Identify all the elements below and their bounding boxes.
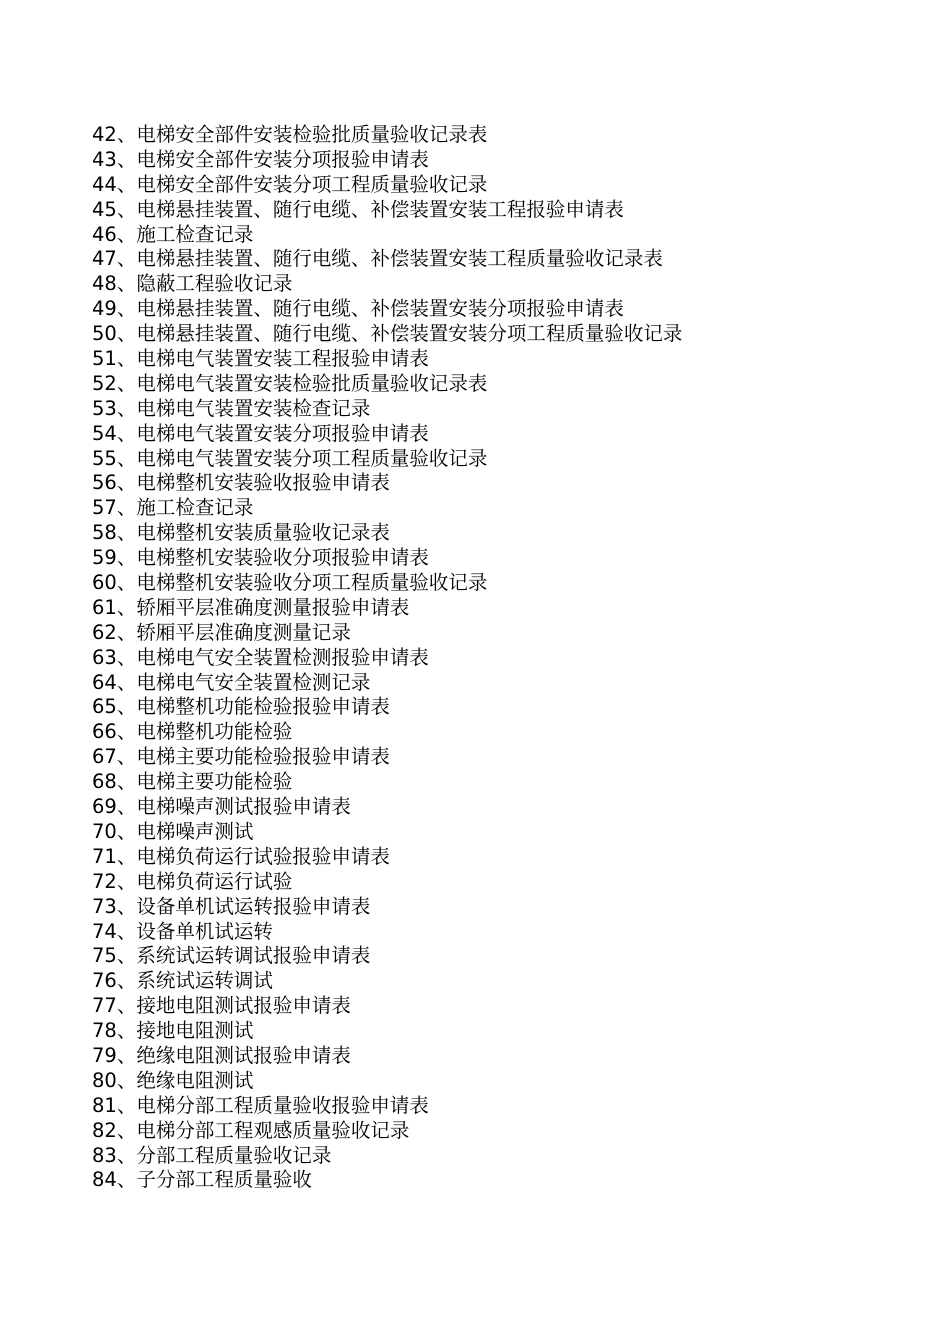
document-list-item: 51、电梯电气装置安装工程报验申请表: [92, 347, 429, 371]
document-list-item: 81、电梯分部工程质量验收报验申请表: [92, 1093, 429, 1117]
document-list-item: 47、电梯悬挂装置、随行电缆、补偿装置安装工程质量验收记录表: [92, 247, 663, 271]
document-list-item: 77、接地电阻测试报验申请表: [92, 994, 351, 1018]
document-list-item: 68、电梯主要功能检验: [92, 770, 293, 794]
document-list-item: 78、接地电阻测试: [92, 1019, 254, 1043]
document-list-item: 76、系统试运转调试: [92, 969, 273, 993]
document-list-item: 83、分部工程质量验收记录: [92, 1143, 332, 1167]
document-list-item: 62、轿厢平层准确度测量记录: [92, 620, 351, 644]
document-list-item: 48、隐蔽工程验收记录: [92, 272, 293, 296]
document-list-item: 82、电梯分部工程观感质量验收记录: [92, 1118, 410, 1142]
document-list-item: 52、电梯电气装置安装检验批质量验收记录表: [92, 371, 488, 395]
document-list-item: 72、电梯负荷运行试验: [92, 869, 293, 893]
document-list-item: 43、电梯安全部件安装分项报验申请表: [92, 147, 429, 171]
document-item-list: [92, 123, 682, 1193]
document-list-item: 73、设备单机试运转报验申请表: [92, 894, 371, 918]
document-list-item: 65、电梯整机功能检验报验申请表: [92, 695, 390, 719]
document-list-item: 44、电梯安全部件安装分项工程质量验收记录: [92, 172, 488, 196]
document-list-item: 54、电梯电气装置安装分项报验申请表: [92, 421, 429, 445]
document-list-item: 63、电梯电气安全装置检测报验申请表: [92, 645, 429, 669]
document-list-item: 59、电梯整机安装验收分项报验申请表: [92, 546, 429, 570]
document-list-item: 67、电梯主要功能检验报验申请表: [92, 745, 390, 769]
document-list-item: 79、绝缘电阻测试报验申请表: [92, 1043, 351, 1067]
document-list-item: 70、电梯噪声测试: [92, 819, 254, 843]
document-list-item: 53、电梯电气装置安装检查记录: [92, 396, 371, 420]
document-list-item: 55、电梯电气装置安装分项工程质量验收记录: [92, 446, 488, 470]
document-list-item: 69、电梯噪声测试报验申请表: [92, 795, 351, 819]
document-list-item: 64、电梯电气安全装置检测记录: [92, 670, 371, 694]
document-list-item: 71、电梯负荷运行试验报验申请表: [92, 844, 390, 868]
document-list-item: 45、电梯悬挂装置、随行电缆、补偿装置安装工程报验申请表: [92, 197, 624, 221]
document-list-item: 57、施工检查记录: [92, 496, 254, 520]
document-list-item: 50、电梯悬挂装置、随行电缆、补偿装置安装分项工程质量验收记录: [92, 322, 683, 346]
document-list-item: 49、电梯悬挂装置、随行电缆、补偿装置安装分项报验申请表: [92, 297, 624, 321]
document-list-item: 42、电梯安全部件安装检验批质量验收记录表: [92, 123, 488, 146]
document-list-item: 84、子分部工程质量验收: [92, 1168, 312, 1192]
document-list-item: 80、绝缘电阻测试: [92, 1068, 254, 1092]
document-list-item: 66、电梯整机功能检验: [92, 720, 293, 744]
document-list-item: 61、轿厢平层准确度测量报验申请表: [92, 595, 410, 619]
document-list-item: 75、系统试运转调试报验申请表: [92, 944, 371, 968]
document-list-item: 74、设备单机试运转: [92, 919, 273, 943]
document-list-item: 56、电梯整机安装验收报验申请表: [92, 471, 390, 495]
document-list-item: 60、电梯整机安装验收分项工程质量验收记录: [92, 571, 488, 595]
document-list-item: 58、电梯整机安装质量验收记录表: [92, 521, 390, 545]
document-list-item: 46、施工检查记录: [92, 222, 254, 246]
